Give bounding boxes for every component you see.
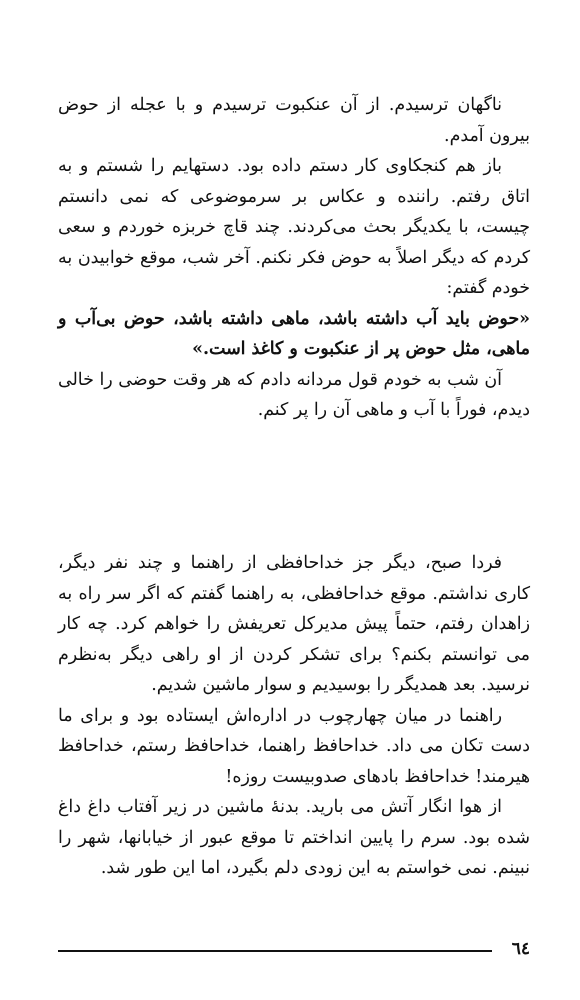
text-block-bottom — [58, 548, 530, 884]
paragraph: فردا صبح، دیگر جز خداحافظی از راهنما و چند نفر دیگر، کاری نداشتم. موقع خداحافظی، به راهنما گفتم که اگر سر راه به زاهدان رفتم، حتماً پیش مدیرکل تعریفش را خواهم کرد. چه کار می توانستم بکنم؟ برای تشکر کردن از او راهی دیگر به‌نظرم نرسید. بعد همدیگر را بوسیدیم و سوار ماشین شدیم. — [58, 553, 530, 695]
paragraph: راهنما در میان چهارچوب در اداره‌اش ایستاده بود و برای ما دست تکان می داد. خداحافظ راهنما، خداحافظ رستم، خداحافظ هیرمند! خداحافظ بادهای صدوبیست روزه! — [58, 705, 530, 787]
quote-paragraph: «حوض باید آب داشته باشد، ماهی داشته باشد، حوض بی‌آب و ماهی، مثل حوض پر از عنکبوت و کاغذ است.» — [58, 308, 530, 359]
footer-rule — [58, 950, 492, 952]
page-footer — [58, 938, 530, 960]
paragraph: آن شب به خودم قول مردانه دادم که هر وقت حوضی را خالی دیدم، فوراً با آب و ماهی آن را پر کنم. — [58, 369, 530, 420]
paragraph: ناگهان ترسیدم. از آن عنکبوت ترسیدم و با عجله از حوض بیرون آمدم. — [58, 95, 530, 146]
paragraph: باز هم کنجکاوی کار دستم داده بود. دستهایم را شستم و به اتاق رفتم. راننده و عکاس بر سرموضوعی که نمی دانستم چیست، با یکدیگر بحث می‌کردند. چند قاچ خربزه خوردم و سعی کردم که دیگر اصلاً به حوض فکر نکنم. آخر شب، موقع خوابیدن به خودم گفتم: — [58, 156, 530, 298]
page-number: ٦٤ — [511, 939, 530, 959]
paragraph: از هوا انگار آتش می بارید. بدنهٔ ماشین در زیر آفتاب داغ داغ شده بود. سرم را پایین انداختم تا موقع عبور از خیابانها، شهر را نبینم. نمی خواستم به این زودی دلم بگیرد، اما این طور شد. — [58, 797, 530, 878]
text-block-top — [58, 90, 530, 426]
